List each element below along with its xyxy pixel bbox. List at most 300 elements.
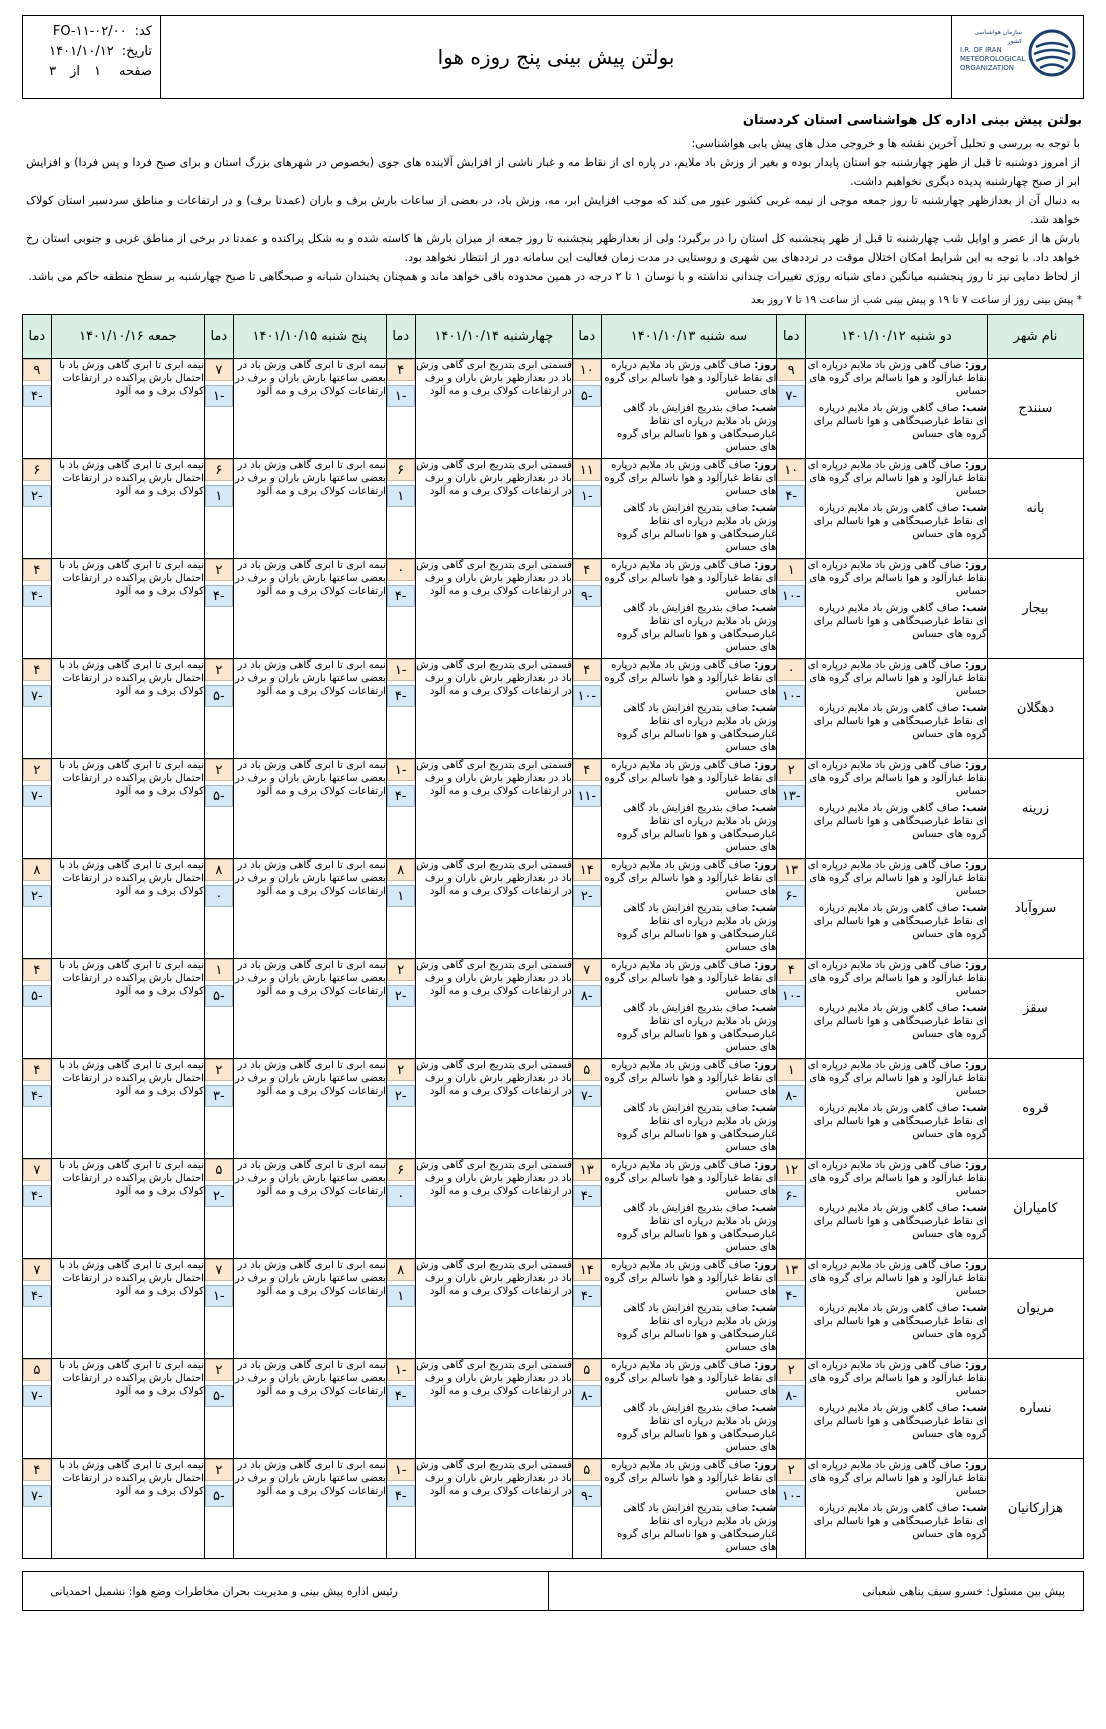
forecast-text: نیمه ابری تا ابری گاهی وزش باد در بعضی ساعتها بارش باران و برف در ارتفاعات کولاک برف و مه آلود — [234, 860, 386, 897]
forecast-description — [415, 1259, 572, 1359]
day-label: روز: — [754, 1160, 777, 1171]
temperature-cell — [572, 759, 601, 859]
city-name: کامیاران — [987, 1159, 1083, 1259]
forecast-description — [805, 1059, 987, 1159]
max-temp: ۵ — [573, 1059, 601, 1081]
min-temp: -۱۰ — [777, 985, 805, 1007]
night-text: صاف گاهی وزش باد ملایم درپاره ای نقاط غبارصبحگاهی و هوا ناسالم برای گروه های حساس — [813, 603, 987, 640]
night-label: شب: — [962, 1503, 987, 1514]
temperature-cell — [205, 1459, 234, 1559]
day-label: روز: — [754, 1460, 777, 1471]
table-row — [23, 1459, 1084, 1559]
day-forecast — [602, 759, 777, 798]
day-text: صاف گاهی وزش باد ملایم درپاره ای نقاط غبارآلود و هوا ناسالم برای گروه های حساس — [604, 360, 777, 397]
forecast-description — [415, 559, 572, 659]
forecast-text: قسمتی ابری بتدریج ابری گاهی وزش باد در بعدازظهر بارش باران و برف در ارتفاعات کولاک برف و مه آلود — [416, 460, 572, 497]
day-forecast — [602, 1259, 777, 1298]
forecast-text: نیمه ابری تا ابری گاهی وزش باد با احتمال بارش پراکنده در ارتفاعات کولاک برف و مه آلود — [59, 460, 205, 497]
temperature-cell — [205, 1259, 234, 1359]
min-temp: ۱ — [387, 885, 415, 907]
temperature-cell — [572, 559, 601, 659]
min-temp: -۵ — [205, 985, 233, 1007]
max-temp: ۵ — [573, 1359, 601, 1381]
temperature-cell — [23, 459, 52, 559]
page-label: صفحه — [119, 64, 152, 79]
forecast-description — [805, 1359, 987, 1459]
day-text: صاف گاهی وزش باد ملایم درپاره ای نقاط غبارآلود و هوا ناسالم برای گروه های حساس — [604, 860, 777, 897]
temperature-cell — [205, 659, 234, 759]
code-value: FO-۱۱-۰۲/۰۰ — [52, 24, 127, 39]
min-temp: -۲ — [387, 985, 415, 1007]
night-text: صاف بتدریج افزایش باد گاهی وزش باد ملایم درپاره ای نقاط غبارصبحگاهی و هوا ناسالم برای گروه های حساس — [617, 403, 777, 453]
day-forecast — [806, 659, 987, 698]
night-label: شب: — [751, 603, 777, 614]
col-day: سه شنبه ۱۴۰۱/۱۰/۱۳ — [601, 315, 777, 359]
day-forecast — [602, 1459, 777, 1498]
min-temp: -۲ — [205, 1185, 233, 1207]
day-text: صاف گاهی وزش باد ملایم درپاره ای نقاط غبارآلود و هوا ناسالم برای گروه های حساس — [604, 460, 777, 497]
forecast-description — [51, 359, 204, 459]
min-temp: -۲ — [23, 485, 51, 507]
temperature-cell — [386, 359, 415, 459]
day-label: روز: — [754, 560, 777, 571]
night-forecast — [806, 1502, 987, 1541]
night-text: صاف بتدریج افزایش باد گاهی وزش باد ملایم درپاره ای نقاط غبارصبحگاهی و هوا ناسالم برای گروه های حساس — [617, 503, 777, 553]
temperature-cell — [23, 959, 52, 1059]
night-text: صاف گاهی وزش باد ملایم درپاره ای نقاط غبارصبحگاهی و هوا ناسالم برای گروه های حساس — [813, 1203, 987, 1240]
max-temp: ۷ — [23, 1159, 51, 1181]
night-text: صاف گاهی وزش باد ملایم درپاره ای نقاط غبارصبحگاهی و هوا ناسالم برای گروه های حساس — [813, 703, 987, 740]
min-temp: -۷ — [23, 685, 51, 707]
night-text: صاف بتدریج افزایش باد گاهی وزش باد ملایم درپاره ای نقاط غبارصبحگاهی و هوا ناسالم برای گروه های حساس — [617, 1503, 777, 1553]
day-forecast — [602, 1359, 777, 1398]
night-label: شب: — [962, 1203, 987, 1214]
night-label: شب: — [751, 803, 777, 814]
min-temp: -۴ — [23, 385, 51, 407]
min-temp: -۹ — [573, 585, 601, 607]
day-label: روز: — [754, 360, 777, 371]
min-temp: -۷ — [23, 1385, 51, 1407]
table-row — [23, 1359, 1084, 1459]
forecast-description — [233, 559, 386, 659]
city-name: سقز — [987, 959, 1083, 1059]
max-temp: -۱ — [387, 759, 415, 781]
day-text: صاف گاهی وزش باد ملایم درپاره ای نقاط غبارآلود و هوا ناسالم برای گروه های حساس — [807, 960, 987, 997]
signature-footer — [22, 1571, 1084, 1611]
night-text: صاف بتدریج افزایش باد گاهی وزش باد ملایم درپاره ای نقاط غبارصبحگاهی و هوا ناسالم برای گروه های حساس — [617, 603, 777, 653]
temperature-cell — [572, 659, 601, 759]
temperature-cell — [777, 959, 806, 1059]
max-temp: ۲ — [205, 659, 233, 681]
city-name: زرینه — [987, 759, 1083, 859]
temperature-cell — [572, 1359, 601, 1459]
forecast-description — [601, 1159, 777, 1259]
night-text: صاف گاهی وزش باد ملایم درپاره ای نقاط غبارصبحگاهی و هوا ناسالم برای گروه های حساس — [813, 1003, 987, 1040]
max-temp: ۸ — [23, 859, 51, 881]
day-label: روز: — [754, 1360, 777, 1371]
forecast-text: نیمه ابری تا ابری گاهی وزش باد در بعضی ساعتها بارش باران و برف در ارتفاعات کولاک برف و مه آلود — [234, 660, 386, 697]
day-forecast — [806, 1059, 987, 1098]
max-temp: ۴ — [23, 1059, 51, 1081]
max-temp: ۷ — [23, 1259, 51, 1281]
forecast-description — [415, 1459, 572, 1559]
day-forecast — [806, 759, 987, 798]
temperature-cell — [386, 659, 415, 759]
intro-paragraph: به دنبال آن از بعدازظهر چهارشنبه تا روز جمعه موجی از نیمه غربی کشور عبور می کند که موجب افزایش ابر، مه، وزش باد، در بعضی از ساعات بارش برف و باران (عمدتا برف) و در ارتفاعات و مناطق سردسیر استان کولاک خواهد شد. — [26, 194, 1080, 226]
table-row — [23, 559, 1084, 659]
forecast-description — [805, 1459, 987, 1559]
forecast-description — [233, 459, 386, 559]
forecast-description — [805, 959, 987, 1059]
logo-english: I.R. OF IRAN METEOROLOGICAL ORGANIZATION — [960, 46, 1026, 72]
forecast-description — [601, 359, 777, 459]
min-temp: -۴ — [387, 585, 415, 607]
day-text: صاف گاهی وزش باد ملایم درپاره ای نقاط غبارآلود و هوا ناسالم برای گروه های حساس — [604, 1260, 777, 1297]
col-city: نام شهر — [987, 315, 1083, 359]
date-label: تاریخ: — [121, 44, 152, 59]
forecast-description — [601, 1359, 777, 1459]
day-text: صاف گاهی وزش باد ملایم درپاره ای نقاط غبارآلود و هوا ناسالم برای گروه های حساس — [807, 460, 987, 497]
night-text: صاف بتدریج افزایش باد گاهی وزش باد ملایم درپاره ای نقاط غبارصبحگاهی و هوا ناسالم برای گروه های حساس — [617, 1303, 777, 1353]
day-label: روز: — [964, 1360, 987, 1371]
max-temp: ۹ — [23, 359, 51, 381]
night-text: صاف گاهی وزش باد ملایم درپاره ای نقاط غبارصبحگاهی و هوا ناسالم برای گروه های حساس — [813, 403, 987, 440]
night-forecast — [806, 802, 987, 841]
forecast-text: قسمتی ابری بتدریج ابری گاهی وزش باد در بعدازظهر بارش باران و برف در ارتفاعات کولاک برف و مه آلود — [416, 660, 572, 697]
city-name: هزارکانیان — [987, 1459, 1083, 1559]
night-forecast — [602, 1102, 777, 1154]
min-temp: -۸ — [573, 985, 601, 1007]
temperature-cell — [386, 1359, 415, 1459]
forecast-text: نیمه ابری تا ابری گاهی وزش باد با احتمال بارش پراکنده در ارتفاعات کولاک برف و مه آلود — [59, 560, 205, 597]
night-text: صاف بتدریج افزایش باد گاهی وزش باد ملایم درپاره ای نقاط غبارصبحگاهی و هوا ناسالم برای گروه های حساس — [617, 803, 777, 853]
forecast-description — [415, 359, 572, 459]
max-temp: ۱۰ — [777, 459, 805, 481]
temperature-cell — [205, 559, 234, 659]
night-label: شب: — [962, 1303, 987, 1314]
forecast-description — [51, 959, 204, 1059]
day-label: روز: — [754, 860, 777, 871]
night-label: شب: — [751, 1203, 777, 1214]
night-text: صاف بتدریج افزایش باد گاهی وزش باد ملایم درپاره ای نقاط غبارصبحگاهی و هوا ناسالم برای گروه های حساس — [617, 703, 777, 753]
max-temp: ۲ — [777, 1459, 805, 1481]
forecast-text: قسمتی ابری بتدریج ابری گاهی وزش باد در بعدازظهر بارش باران و برف در ارتفاعات کولاک برف و مه آلود — [416, 360, 572, 397]
temperature-cell — [205, 359, 234, 459]
temperature-cell — [777, 659, 806, 759]
temperature-cell — [205, 459, 234, 559]
intro-paragraph: بارش ها از عصر و اوایل شب چهارشنبه تا قبل از ظهر پنجشنبه کل استان را در برگیرد؛ ولی از بعدازظهر پنجشنبه تا روز جمعه از میزان بارش ها کاسته شده و به شکل پراکنده و عمدتا در برخی از مناطق غربی و جنوبی استان رخ خواهد داد. با توجه به این شرایط امکان اختلال موقت در ترددهای بین شهری و روستایی در مدت زمان فعالیت این سامانه دور از انتظار نخواهد بود. — [26, 232, 1080, 264]
max-temp: ۲ — [23, 759, 51, 781]
night-forecast — [602, 1302, 777, 1354]
day-forecast — [806, 559, 987, 598]
temperature-cell — [777, 759, 806, 859]
temperature-cell — [572, 859, 601, 959]
forecast-description — [601, 459, 777, 559]
forecast-description — [51, 659, 204, 759]
min-temp: -۴ — [23, 1285, 51, 1307]
city-name: بانه — [987, 459, 1083, 559]
forecast-description — [415, 859, 572, 959]
min-temp: -۴ — [777, 485, 805, 507]
forecast-description — [51, 759, 204, 859]
forecast-description — [51, 459, 204, 559]
temperature-cell — [23, 1059, 52, 1159]
max-temp: ۸ — [387, 859, 415, 881]
night-label: شب: — [751, 1503, 777, 1514]
table-row — [23, 659, 1084, 759]
min-temp: -۲ — [387, 1085, 415, 1107]
day-label: روز: — [964, 560, 987, 571]
min-temp: -۱۱ — [573, 785, 601, 807]
forecast-text: نیمه ابری تا ابری گاهی وزش باد با احتمال بارش پراکنده در ارتفاعات کولاک برف و مه آلود — [59, 1360, 205, 1397]
city-name: نساره — [987, 1359, 1083, 1459]
col-temp: دما — [777, 315, 806, 359]
night-forecast — [806, 702, 987, 741]
temperature-cell — [572, 359, 601, 459]
forecast-text: نیمه ابری تا ابری گاهی وزش باد در بعضی ساعتها بارش باران و برف در ارتفاعات کولاک برف و مه آلود — [234, 960, 386, 997]
day-label: روز: — [754, 660, 777, 671]
min-temp: -۶ — [777, 1185, 805, 1207]
col-temp: دما — [23, 315, 52, 359]
temperature-cell — [777, 459, 806, 559]
max-temp: ۶ — [387, 1159, 415, 1181]
bulletin-header — [22, 15, 1084, 99]
forecast-text: نیمه ابری تا ابری گاهی وزش باد با احتمال بارش پراکنده در ارتفاعات کولاک برف و مه آلود — [59, 1160, 205, 1197]
night-forecast — [806, 1302, 987, 1341]
night-forecast — [806, 602, 987, 641]
forecast-text: نیمه ابری تا ابری گاهی وزش باد در بعضی ساعتها بارش باران و برف در ارتفاعات کولاک برف و مه آلود — [234, 1460, 386, 1497]
forecast-description — [233, 1159, 386, 1259]
forecast-description — [805, 559, 987, 659]
day-forecast — [806, 859, 987, 898]
forecast-description — [805, 1159, 987, 1259]
min-temp: ۱ — [387, 485, 415, 507]
day-label: روز: — [754, 1060, 777, 1071]
min-temp: -۸ — [777, 1085, 805, 1107]
forecast-description — [805, 859, 987, 959]
temperature-cell — [205, 759, 234, 859]
night-forecast — [602, 1202, 777, 1254]
day-label: روز: — [754, 760, 777, 771]
temperature-cell — [205, 1059, 234, 1159]
night-forecast — [602, 1002, 777, 1054]
min-temp: -۴ — [205, 585, 233, 607]
intro-paragraph: از لحاظ دمایی نیز تا روز پنجشنبه میانگین دمای شبانه روزی تغییرات چندانی نداشته و با نوسان ۱ تا ۲ درجه در همین محدوده باقی خواهد ماند و همچنان یخبندان شبانه و صبحگاهی تا صبح چهارشنبه بر سطح منطقه حاکم می باشد. — [28, 270, 1080, 283]
page-total: ۳ — [49, 64, 57, 79]
min-temp: -۴ — [573, 1285, 601, 1307]
day-text: صاف گاهی وزش باد ملایم درپاره ای نقاط غبارآلود و هوا ناسالم برای گروه های حساس — [604, 1160, 777, 1197]
forecast-text: نیمه ابری تا ابری گاهی وزش باد با احتمال بارش پراکنده در ارتفاعات کولاک برف و مه آلود — [59, 1060, 205, 1097]
forecast-note: * پیش بینی روز از ساعت ۷ تا ۱۹ و پیش بینی شب از ساعت ۱۹ تا ۷ روز بعد — [751, 294, 1082, 306]
table-row — [23, 459, 1084, 559]
night-text: صاف بتدریج افزایش باد گاهی وزش باد ملایم درپاره ای نقاط غبارصبحگاهی و هوا ناسالم برای گروه های حساس — [617, 903, 777, 953]
day-text: صاف گاهی وزش باد ملایم درپاره ای نقاط غبارآلود و هوا ناسالم برای گروه های حساس — [807, 1260, 987, 1297]
day-label: روز: — [964, 360, 987, 371]
day-label: روز: — [964, 1160, 987, 1171]
min-temp: -۷ — [777, 385, 805, 407]
night-text: صاف بتدریج افزایش باد گاهی وزش باد ملایم درپاره ای نقاط غبارصبحگاهی و هوا ناسالم برای گروه های حساس — [617, 1103, 777, 1153]
night-forecast — [806, 1102, 987, 1141]
temperature-cell — [23, 859, 52, 959]
max-temp: ۲ — [205, 1459, 233, 1481]
temperature-cell — [572, 959, 601, 1059]
max-temp: ۴ — [573, 759, 601, 781]
max-temp: ۸ — [387, 1259, 415, 1281]
min-temp: -۴ — [573, 1185, 601, 1207]
max-temp: ۱۳ — [777, 1259, 805, 1281]
day-label: روز: — [964, 760, 987, 771]
max-temp: ۰ — [387, 559, 415, 581]
forecast-description — [51, 1359, 204, 1459]
night-text: صاف گاهی وزش باد ملایم درپاره ای نقاط غبارصبحگاهی و هوا ناسالم برای گروه های حساس — [813, 1303, 987, 1340]
temperature-cell — [23, 759, 52, 859]
max-temp: ۷ — [205, 1259, 233, 1281]
min-temp: -۵ — [205, 1385, 233, 1407]
forecast-description — [233, 959, 386, 1059]
day-label: روز: — [964, 1260, 987, 1271]
bulletin-page — [22, 15, 1084, 1611]
day-text: صاف گاهی وزش باد ملایم درپاره ای نقاط غبارآلود و هوا ناسالم برای گروه های حساس — [604, 760, 777, 797]
max-temp: ۷ — [205, 359, 233, 381]
day-forecast — [602, 659, 777, 698]
forecast-description — [51, 859, 204, 959]
day-text: صاف گاهی وزش باد ملایم درپاره ای نقاط غبارآلود و هوا ناسالم برای گروه های حساس — [807, 1160, 987, 1197]
min-temp: -۸ — [573, 1385, 601, 1407]
night-forecast — [602, 802, 777, 854]
max-temp: ۱۰ — [573, 359, 601, 381]
night-label: شب: — [751, 1003, 777, 1014]
night-forecast — [602, 502, 777, 554]
min-temp: -۳ — [205, 1085, 233, 1107]
day-forecast — [806, 459, 987, 498]
night-label: شب: — [751, 903, 777, 914]
page-of: از — [70, 64, 81, 79]
temperature-cell — [386, 959, 415, 1059]
forecast-description — [51, 1459, 204, 1559]
max-temp: ۴ — [573, 559, 601, 581]
night-text: صاف گاهی وزش باد ملایم درپاره ای نقاط غبارصبحگاهی و هوا ناسالم برای گروه های حساس — [813, 903, 987, 940]
forecast-description — [233, 1059, 386, 1159]
max-temp: -۱ — [387, 1459, 415, 1481]
night-label: شب: — [962, 1003, 987, 1014]
min-temp: -۶ — [777, 885, 805, 907]
temperature-cell — [386, 859, 415, 959]
max-temp: -۱ — [387, 1359, 415, 1381]
min-temp: -۲ — [573, 885, 601, 907]
max-temp: ۴ — [23, 959, 51, 981]
forecast-description — [51, 559, 204, 659]
forecast-description — [805, 459, 987, 559]
col-temp: دما — [572, 315, 601, 359]
day-label: روز: — [964, 960, 987, 971]
col-day: دو شنبه ۱۴۰۱/۱۰/۱۲ — [805, 315, 987, 359]
date-value: ۱۴۰۱/۱۰/۱۲ — [49, 44, 114, 59]
table-header-row — [23, 315, 1084, 359]
forecast-description — [233, 1459, 386, 1559]
min-temp: -۸ — [777, 1385, 805, 1407]
night-forecast — [602, 602, 777, 654]
night-forecast — [602, 902, 777, 954]
max-temp: ۲ — [205, 1359, 233, 1381]
forecast-description — [233, 1359, 386, 1459]
forecast-text: قسمتی ابری بتدریج ابری گاهی وزش باد در بعدازظهر بارش باران و برف در ارتفاعات کولاک برف و مه آلود — [416, 1460, 572, 1497]
forecast-text: نیمه ابری تا ابری گاهی وزش باد با احتمال بارش پراکنده در ارتفاعات کولاک برف و مه آلود — [59, 660, 205, 697]
forecast-text: نیمه ابری تا ابری گاهی وزش باد در بعضی ساعتها بارش باران و برف در ارتفاعات کولاک برف و مه آلود — [234, 560, 386, 597]
forecast-text: قسمتی ابری بتدریج ابری گاهی وزش باد در بعدازظهر بارش باران و برف در ارتفاعات کولاک برف و مه آلود — [416, 560, 572, 597]
day-forecast — [602, 559, 777, 598]
document-meta — [23, 16, 161, 98]
forecast-description — [805, 1259, 987, 1359]
col-temp: دما — [386, 315, 415, 359]
col-day: چهارشنبه ۱۴۰۱/۱۰/۱۴ — [415, 315, 572, 359]
night-label: شب: — [751, 503, 777, 514]
night-label: شب: — [962, 1403, 987, 1414]
min-temp: -۵ — [205, 1485, 233, 1507]
table-row — [23, 1159, 1084, 1259]
night-forecast — [806, 1402, 987, 1441]
table-row — [23, 359, 1084, 459]
temperature-cell — [572, 1259, 601, 1359]
col-day: جمعه ۱۴۰۱/۱۰/۱۶ — [51, 315, 204, 359]
temperature-cell — [777, 359, 806, 459]
temperature-cell — [23, 559, 52, 659]
max-temp: ۱۳ — [777, 859, 805, 881]
table-row — [23, 959, 1084, 1059]
max-temp: ۲ — [205, 759, 233, 781]
night-label: شب: — [751, 703, 777, 714]
night-label: شب: — [751, 1103, 777, 1114]
forecast-description — [415, 459, 572, 559]
temperature-cell — [777, 859, 806, 959]
forecast-description — [51, 1259, 204, 1359]
max-temp: ۵ — [573, 1459, 601, 1481]
night-label: شب: — [962, 1103, 987, 1114]
forecast-description — [233, 359, 386, 459]
min-temp: -۵ — [23, 985, 51, 1007]
day-text: صاف گاهی وزش باد ملایم درپاره ای نقاط غبارآلود و هوا ناسالم برای گروه های حساس — [807, 1360, 987, 1397]
forecast-text: نیمه ابری تا ابری گاهی وزش باد در بعضی ساعتها بارش باران و برف در ارتفاعات کولاک برف و مه آلود — [234, 1060, 386, 1097]
max-temp: ۱۴ — [573, 859, 601, 881]
night-label: شب: — [962, 403, 987, 414]
forecast-description — [415, 959, 572, 1059]
temperature-cell — [777, 1159, 806, 1259]
table-row — [23, 759, 1084, 859]
page-number: ۱ — [94, 64, 102, 79]
forecast-description — [601, 559, 777, 659]
temperature-cell — [572, 1459, 601, 1559]
day-text: صاف گاهی وزش باد ملایم درپاره ای نقاط غبارآلود و هوا ناسالم برای گروه های حساس — [807, 1060, 987, 1097]
min-temp: -۴ — [387, 1385, 415, 1407]
max-temp: -۱ — [387, 659, 415, 681]
intro-paragraph: از امروز دوشنبه تا قبل از ظهر چهارشنبه جو استان پایدار بوده و بغیر از وزش باد ملایم، در پاره ای از نقاط مه و غبار ناشی از افزایش آلاینده های جوی (بخصوص در شهرهای بزرگ استان و برای صبح فردا و پس فردا) و افزایش ابر از صبح چهارشنبه پدیده دیگری نخواهیم داشت. — [26, 156, 1080, 188]
temperature-cell — [386, 1159, 415, 1259]
day-label: روز: — [964, 660, 987, 671]
min-temp: -۱ — [205, 385, 233, 407]
day-forecast — [602, 1059, 777, 1098]
night-text: صاف گاهی وزش باد ملایم درپاره ای نقاط غبارصبحگاهی و هوا ناسالم برای گروه های حساس — [813, 1503, 987, 1540]
day-forecast — [602, 959, 777, 998]
night-forecast — [602, 402, 777, 454]
night-label: شب: — [751, 1303, 777, 1314]
min-temp: -۴ — [23, 1085, 51, 1107]
forecast-description — [805, 359, 987, 459]
min-temp: -۴ — [387, 1485, 415, 1507]
min-temp: -۵ — [205, 785, 233, 807]
max-temp: ۹ — [777, 359, 805, 381]
max-temp: ۴ — [573, 659, 601, 681]
forecast-text: قسمتی ابری بتدریج ابری گاهی وزش باد در بعدازظهر بارش باران و برف در ارتفاعات کولاک برف و مه آلود — [416, 1160, 572, 1197]
temperature-cell — [386, 559, 415, 659]
